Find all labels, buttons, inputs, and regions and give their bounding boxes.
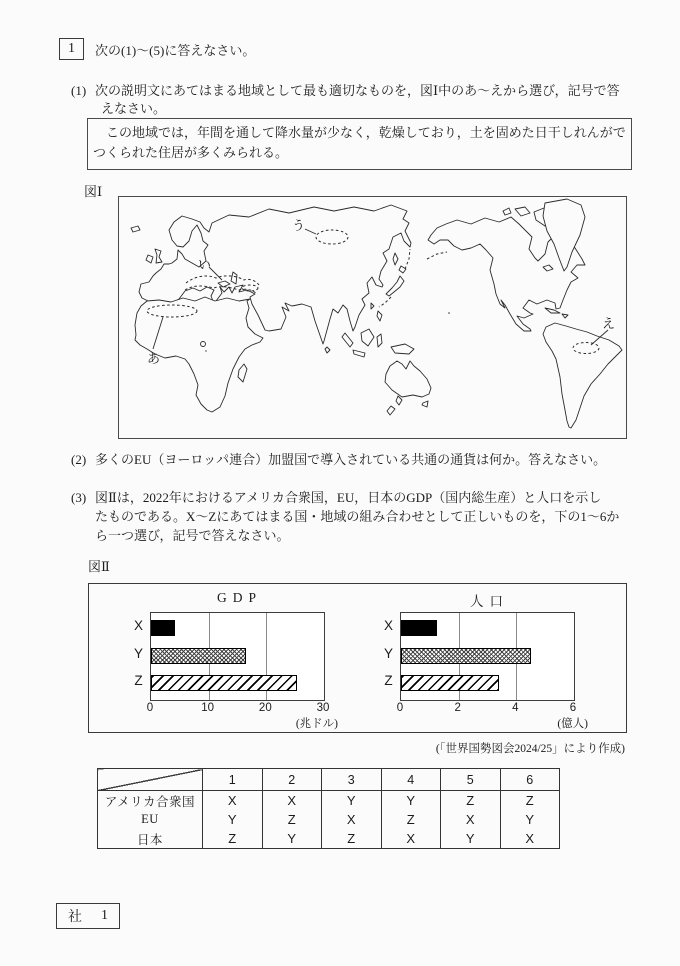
table-cell: Y <box>381 791 441 811</box>
region-e-label: え <box>602 316 616 331</box>
bar-Z <box>401 675 499 691</box>
q1-desc-line2: つくられた住居が多くみられる。 <box>93 145 289 160</box>
borneo <box>361 329 374 346</box>
sri-lanka <box>325 347 330 353</box>
figure2-label: 図Ⅱ <box>88 559 110 574</box>
question-number: 1 <box>68 41 75 56</box>
axis-tick-label: 2 <box>454 702 461 714</box>
table-row <box>98 810 560 829</box>
table-cell: X <box>203 791 263 811</box>
table-row <box>98 791 560 811</box>
new-guinea <box>391 344 414 354</box>
q2-line1: 多くのEU（ヨーロッパ連合）加盟国で導入されている共通の通貨は何か。答えなさい。 <box>95 452 607 467</box>
table-cell: Z <box>441 791 501 811</box>
hokkaido <box>399 266 406 273</box>
answer-table-head <box>98 769 560 791</box>
tasmania <box>422 401 428 407</box>
new-zealand-south <box>387 406 395 415</box>
table-option-header: 4 <box>381 769 441 791</box>
table-option-header: 1 <box>203 769 263 791</box>
answer-table-body <box>98 791 560 849</box>
bar-Z <box>151 675 297 691</box>
q1-number: (1) <box>71 83 87 98</box>
table-corner-cell <box>98 769 203 791</box>
q3-line3: ら一つ選び，記号で答えなさい。 <box>95 528 290 543</box>
table-cell: Z <box>203 829 263 849</box>
continent-south-america <box>543 323 622 428</box>
hawaii-dot <box>448 312 450 314</box>
victoria-island <box>503 208 511 215</box>
aleutian-islands-dotted <box>427 252 447 259</box>
table-cell: Z <box>381 810 441 829</box>
chart-plot-area <box>150 612 325 701</box>
intro-text: 次の(1)～(5)に答えなさい。 <box>95 43 256 58</box>
taiwan <box>371 303 374 309</box>
table-row-label: 日本 <box>98 829 203 849</box>
hispaniola <box>562 314 568 318</box>
q3-number: (3) <box>71 490 87 505</box>
bar-Y <box>151 648 246 664</box>
chart-title: 人口 <box>470 594 509 609</box>
figure1-label: 図Ⅰ <box>84 184 103 199</box>
footer-subject: 社 <box>68 910 82 925</box>
table-cell: X <box>262 791 322 811</box>
population-bar-chart <box>380 584 595 732</box>
q1-line1: 次の説明文にあてはまる地域として最も適切なものを，図Ⅰ中のあ～えから選び，記号で答 <box>95 83 620 98</box>
axis-tick-label: 30 <box>316 702 330 714</box>
region-a-label: あ <box>147 351 161 366</box>
table-cell: X <box>441 810 501 829</box>
table-option-header: 3 <box>322 769 382 791</box>
table-cell: Z <box>262 810 322 829</box>
table-row <box>98 829 560 849</box>
sulawesi <box>377 334 382 347</box>
java <box>353 350 365 357</box>
axis-tick-label: 20 <box>258 702 272 714</box>
table-cell: Z <box>500 791 560 811</box>
kuril-islands-dotted <box>405 249 410 269</box>
ireland <box>146 255 153 263</box>
table-cell: Y <box>441 829 501 849</box>
chart-title: GDP <box>216 590 262 605</box>
table-cell: X <box>500 829 560 849</box>
figure2-source: (「世界国勢図会2024/25」により作成) <box>435 743 625 755</box>
iceland <box>131 226 140 232</box>
figure2-box <box>88 583 627 733</box>
bar-category-label: Y <box>383 645 393 661</box>
footer-subject-box <box>56 903 120 929</box>
axis-tick-label: 10 <box>201 702 215 714</box>
region-u-label: う <box>292 218 306 233</box>
table-row-label: EU <box>98 810 203 829</box>
bar-category-label: X <box>383 618 393 633</box>
axis-tick-label: 0 <box>146 702 154 714</box>
figure1-world-map <box>118 196 627 439</box>
bar-Y <box>401 648 531 664</box>
japan-honshu <box>386 276 404 296</box>
bar-category-label: X <box>133 618 143 633</box>
q3-line2: たものである。X～Zにあてはまる国・地域の組み合わせとして正しいものを，下の1～6か <box>95 509 620 524</box>
great-britain <box>155 249 162 263</box>
arctic-island <box>515 207 530 216</box>
sakhalin <box>393 253 398 265</box>
question-number-box <box>59 38 84 60</box>
world-map-svg <box>119 197 626 438</box>
bar-category-label: Z <box>384 673 393 688</box>
bar-X <box>401 620 437 636</box>
table-cell: X <box>322 810 382 829</box>
table-row-label: アメリカ合衆国 <box>98 791 203 811</box>
q2-number: (2) <box>71 452 87 467</box>
table-cell: Z <box>322 829 382 849</box>
table-option-header: 6 <box>500 769 560 791</box>
gdp-bar-chart <box>130 584 345 732</box>
chart-axis-ticks <box>146 702 330 715</box>
bar-category-label: Y <box>133 645 143 661</box>
table-cell: X <box>381 829 441 849</box>
australia <box>385 361 431 397</box>
chart-unit-label: (兆ドル) <box>295 718 338 730</box>
table-cell: Y <box>322 791 382 811</box>
bar-X <box>151 620 175 636</box>
axis-tick-label: 4 <box>512 702 519 714</box>
chart-axis-ticks <box>396 702 577 715</box>
bar-category-label: Z <box>134 673 143 688</box>
small-island-dot <box>205 350 206 351</box>
answer-table <box>97 768 560 849</box>
q3-line1: 図Ⅱは，2022年におけるアメリカ合衆国，EU，日本のGDP（国内総生産）と人口を示し <box>95 490 602 505</box>
new-zealand-north <box>396 396 402 405</box>
axis-tick-label: 0 <box>396 702 404 714</box>
chart-plot-area <box>400 612 575 701</box>
q1-line2: えなさい。 <box>101 101 167 116</box>
table-cell: Y <box>262 829 322 849</box>
q1-desc-line1: この地域では，年間を通して降水量が少なく，乾燥しており，土を固めた日干しれんがで <box>106 125 626 140</box>
sumatra <box>342 333 353 347</box>
ryukyu-islands-dotted <box>379 297 391 307</box>
table-option-header: 5 <box>441 769 501 791</box>
table-cell: Y <box>203 810 263 829</box>
philippines <box>377 311 382 321</box>
region-i-label: い <box>198 257 212 272</box>
axis-tick-label: 6 <box>569 702 577 714</box>
table-cell: Y <box>500 810 560 829</box>
table-option-header: 2 <box>262 769 322 791</box>
chart-unit-label: (億人) <box>557 718 588 730</box>
footer-page-number: 1 <box>101 908 108 923</box>
madagascar <box>238 364 247 382</box>
